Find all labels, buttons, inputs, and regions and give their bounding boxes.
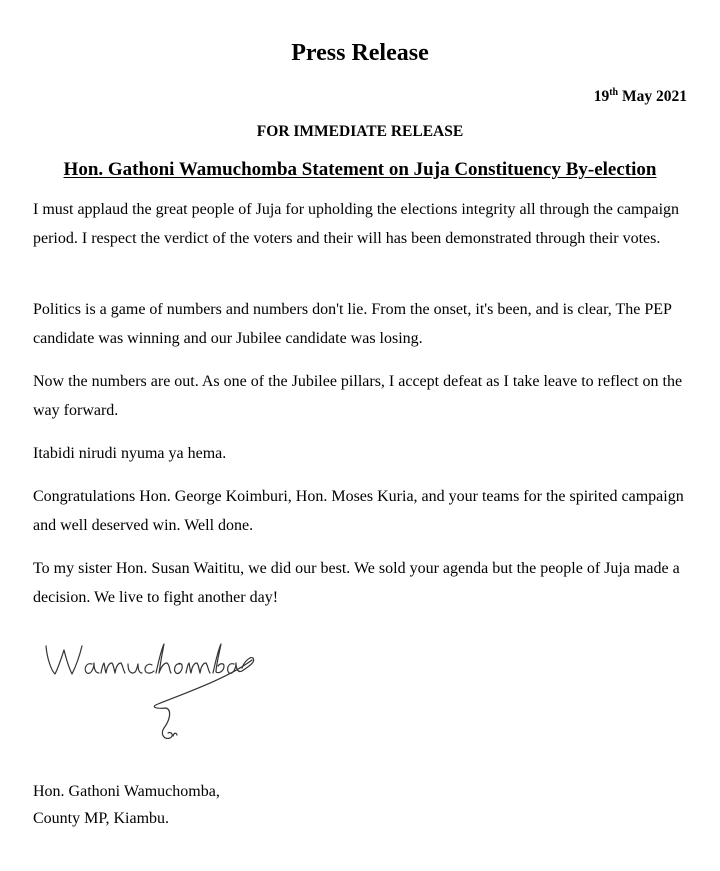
handwritten-signature [38, 636, 268, 751]
page-title: Press Release [291, 40, 429, 66]
statement-headline: Hon. Gathoni Wamuchomba Statement on Juja Constituency By-election [63, 159, 657, 180]
date-month-year: May 2021 [618, 88, 687, 105]
date-suffix: th [609, 87, 619, 98]
body-paragraph: Now the numbers are out. As one of the Jubilee pillars, I accept defeat as I take leave to reflect on the way forward. [33, 373, 683, 419]
body-paragraph: Itabidi nirudi nyuma ya hema. [33, 445, 227, 462]
body-paragraph: To my sister Hon. Susan Waititu, we did our best. We sold your agenda but the people of Juja made a decision. We live to fight another day! [33, 560, 680, 606]
body-paragraph: I must applaud the great people of Juja for upholding the elections integrity all through the campaign period. I respect the verdict of the voters and their will has been demonstrated through their votes. [33, 201, 680, 247]
signer-title: County MP, Kiambu. [33, 810, 170, 827]
body-paragraph: Congratulations Hon. George Koimburi, Hon. Moses Kuria, and your teams for the spirited campaign and well deserved win. Well done. [33, 488, 684, 534]
release-date [594, 87, 687, 107]
release-label: FOR IMMEDIATE RELEASE [256, 123, 464, 140]
signer-name: Hon. Gathoni Wamuchomba, [33, 783, 220, 800]
body-paragraph: Politics is a game of numbers and numbers don't lie. From the onset, it's been, and is clear, The PEP candidate was winning and our Jubilee candidate was losing. [33, 301, 672, 347]
date-day: 19 [593, 88, 610, 105]
